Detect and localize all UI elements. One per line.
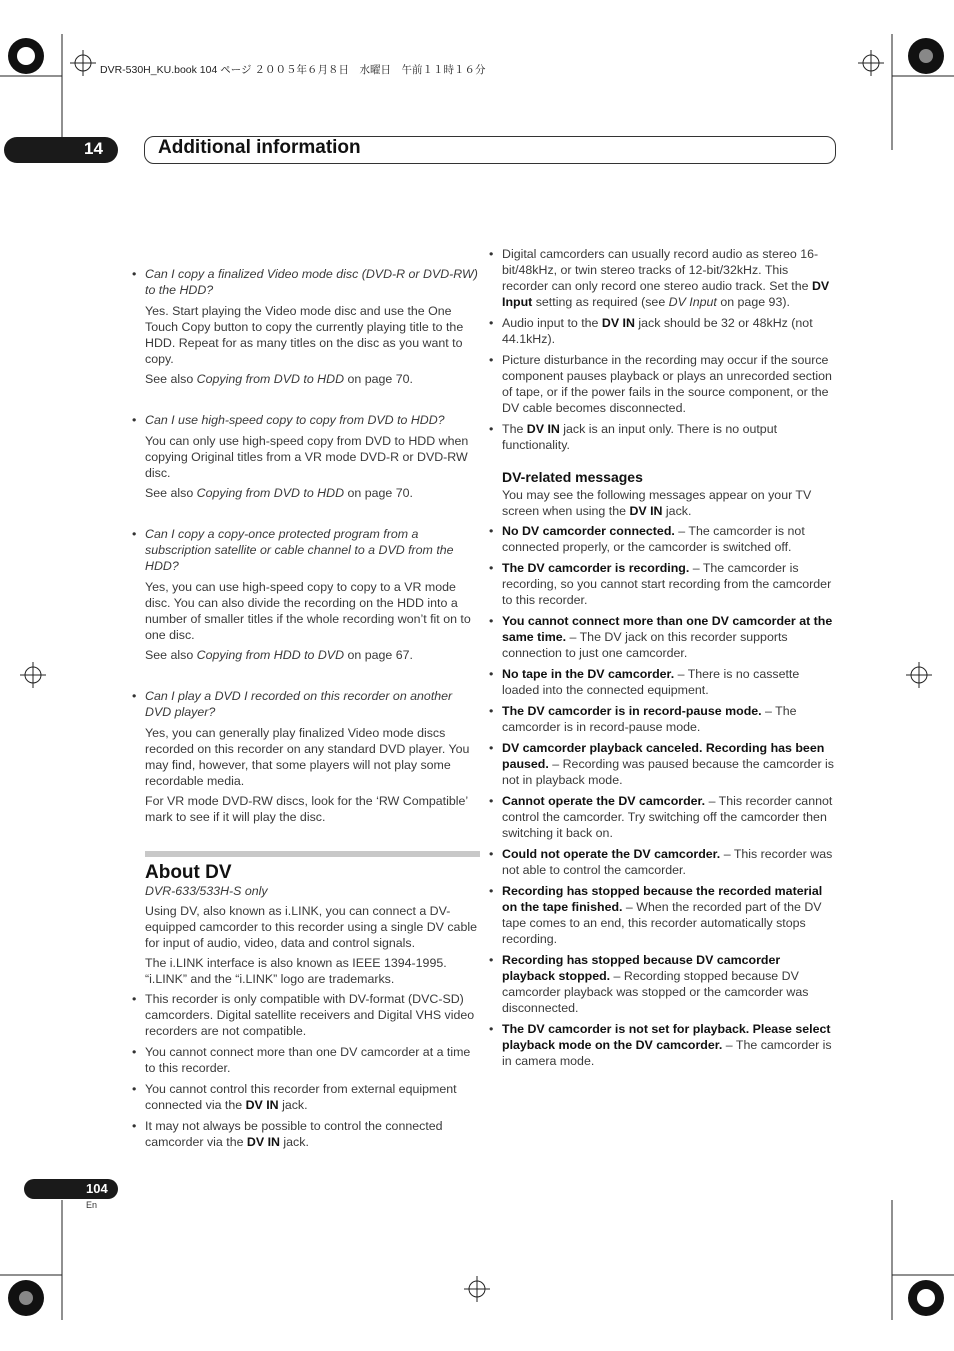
list-item: • Digital camcorders can usually record audio as stereo 16-bit/48kHz, or twin stereo tracks of 12-bit/32kHz. This recorder can only record one stereo audio track. Set the DV Input setting as required (see DV Input on page 93). — [502, 246, 836, 310]
crosshair-icon — [464, 1276, 490, 1302]
dv-message-item: • Cannot operate the DV camcorder. – This recorder cannot control the camcorder. Try switching off the camcorder then switching it back on. — [502, 793, 836, 841]
list-item: • Audio input to the DV IN jack should be 32 or 48kHz (not 44.1kHz). — [502, 315, 836, 347]
faq-question: • Can I play a DVD I recorded on this recorder on another DVD player? — [145, 688, 480, 720]
about-dv-paragraph: Using DV, also known as i.LINK, you can connect a DV-equipped camcorder to this recorder using a single DV cable for input of audio, video, data and control signals. — [145, 904, 477, 950]
crosshair-icon — [20, 662, 46, 688]
dv-message-item: • The DV camcorder is not set for playback. Please select playback mode on the DV camcorder. – The camcorder is in camera mode. — [502, 1021, 836, 1069]
faq-answer-note: For VR mode DVD-RW discs, look for the ‘RW Compatible’ mark to see if it will play the disc. — [145, 794, 468, 824]
dv-messages-intro: You may see the following messages appear on your TV screen when using the DV IN jack. — [502, 488, 812, 518]
corner-target-bottom-right — [904, 1276, 950, 1322]
faq-see-also: See also Copying from DVD to HDD on page 70. — [145, 486, 413, 500]
page-number: 104 — [86, 1181, 108, 1196]
list-item: • It may not always be possible to control the connected camcorder via the DV IN jack. — [145, 1118, 480, 1150]
dv-message-item: • You cannot connect more than one DV camcorder at the same time. – The DV jack on this recorder supports connection to just one camcorder. — [502, 613, 836, 661]
list-item: • You cannot control this recorder from external equipment connected via the DV IN jack. — [145, 1081, 480, 1113]
chapter-title: Additional information — [158, 137, 361, 158]
section-rule — [145, 851, 480, 857]
list-item: • The DV IN jack is an input only. There is no output functionality. — [502, 421, 836, 453]
faq-question: • Can I copy a copy-once protected program from a subscription satellite or cable channel to a DVD from the HDD? — [145, 526, 480, 574]
chapter-number: 14 — [84, 139, 103, 158]
left-column — [145, 266, 480, 1155]
faq-see-also: See also Copying from DVD to HDD on page 70. — [145, 372, 413, 386]
dv-message-item: • No DV camcorder connected. – The camcorder is not connected properly, or the camcorder is switched off. — [502, 523, 836, 555]
faq-answer: Yes, you can generally play finalized Video mode discs recorded on this recorder on any standard DVD player. You may find, however, that some players will not play some recordable media. — [145, 726, 470, 788]
crosshair-icon — [70, 50, 96, 76]
list-item: • This recorder is only compatible with DV-format (DVC-SD) camcorders. Digital satellite receivers and Digital VHS video recorders are not compatible. — [145, 991, 480, 1039]
list-item: • Picture disturbance in the recording may occur if the source component pauses playback or plays an unrecorded section of tape, or if the power fails in the source component, or the DV cable becomes disconnected. — [502, 352, 836, 416]
dv-message-item: • Could not operate the DV camcorder. – This recorder was not able to control the camcorder. — [502, 846, 836, 878]
faq-answer: Yes. Start playing the Video mode disc and use the One Touch Copy button to copy the currently playing title to the HDD. Repeat for as many titles on the disc as you want to copy. — [145, 304, 464, 366]
faq-answer: Yes, you can use high-speed copy to copy to a VR mode disc. You can also divide the recording on the HDD into a number of smaller titles if the whole recording won’t fit on to one disc. — [145, 580, 471, 642]
dv-message-item: • The DV camcorder is in record-pause mode. – The camcorder is in record-pause mode. — [502, 703, 836, 735]
right-column — [502, 246, 836, 1074]
about-dv-paragraph: The i.LINK interface is also known as IEEE 1394-1995. “i.LINK” and the “i.LINK” logo are trademarks. — [145, 956, 447, 986]
dv-message-item: • Recording has stopped because the recorded material on the tape finished. – When the recorded part of the DV tape comes to an end, this recorder automatically stops recording. — [502, 883, 836, 947]
section-heading-about-dv: About DV — [145, 862, 232, 883]
page-language: En — [86, 1200, 98, 1210]
crosshair-icon — [906, 662, 932, 688]
dv-message-item: • Recording has stopped because DV camcorder playback stopped. – Recording stopped because DV camcorder playback was stopped or the camcorder was disconnected. — [502, 952, 836, 1016]
print-header: DVR-530H_KU.book 104 ページ ２００５年６月８日 水曜日 午前１１時１６分 — [100, 64, 486, 76]
model-note: DVR-633/533H-S only — [145, 884, 268, 898]
list-item: • You cannot connect more than one DV camcorder at a time to this recorder. — [145, 1044, 480, 1076]
faq-answer: You can only use high-speed copy from DVD to HDD when copying Original titles from a VR mode DVD-R or DVD-RW disc. — [145, 434, 469, 480]
dv-message-item: • DV camcorder playback canceled. Recording has been paused. – Recording was paused because the camcorder is not in playback mode. — [502, 740, 836, 788]
faq-question: • Can I copy a finalized Video mode disc (DVD-R or DVD-RW) to the HDD? — [145, 266, 480, 298]
corner-target-bottom-left — [4, 1276, 50, 1322]
faq-see-also: See also Copying from HDD to DVD on page 67. — [145, 648, 413, 662]
corner-target-top-left — [4, 34, 50, 80]
crosshair-icon — [858, 50, 884, 76]
dv-message-item: • The DV camcorder is recording. – The camcorder is recording, so you cannot start recording from the camcorder to this recorder. — [502, 560, 836, 608]
faq-question: • Can I use high-speed copy to copy from DVD to HDD? — [145, 412, 480, 428]
corner-target-top-right — [904, 34, 950, 80]
dv-message-item: • No tape in the DV camcorder. – There is no cassette loaded into the connected equipment. — [502, 666, 836, 698]
section-heading-dv-messages: DV-related messages — [502, 469, 643, 485]
dv-message-list — [502, 523, 836, 1069]
